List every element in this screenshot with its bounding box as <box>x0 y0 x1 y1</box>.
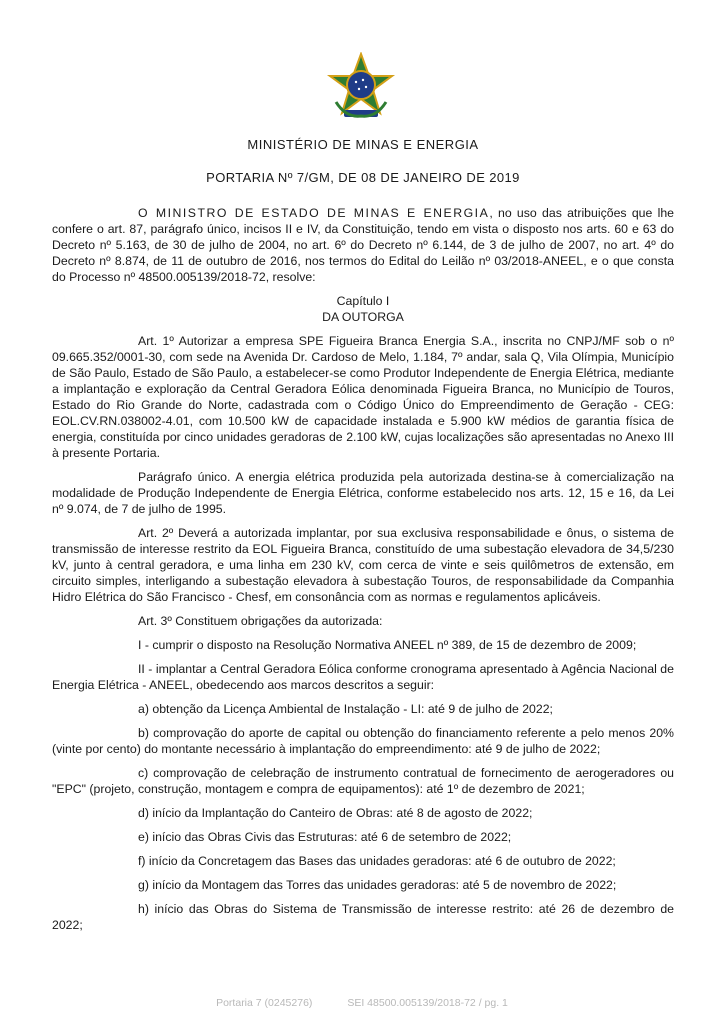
milestone-g: g) início da Montagem das Torres das unidades geradoras: até 5 de novembro de 2022; <box>138 878 617 892</box>
intro-paragraph <box>52 205 674 285</box>
item-ii: II - implantar a Central Geradora Eólica conforme cronograma apresentado à Agência Nacional de Energia Elétrica - ANEEL, obedecendo aos marcos descritos a seguir: <box>52 662 674 692</box>
page-footer <box>0 997 724 1009</box>
portaria-title: PORTARIA Nº 7/GM, DE 08 DE JANEIRO DE 2019 <box>206 170 520 185</box>
chapter-title: DA OUTORGA <box>322 310 404 324</box>
article-3: Art. 3º Constituem obrigações da autorizada: <box>138 614 383 628</box>
intro-text: , no uso das atribuições que lhe confere o art. 87, parágrafo único, incisos II e IV, da Constituição, tendo em vista o disposto nos arts. 60 e 63 do Decreto nº 5.163, de 30 de julho de 2004, no art. 6º do Decreto nº 6.144, de 3 de julho de 2007, no art. 4º do Decreto nº 8.874, de 11 de outubro de 2016, nos termos do Edital do Leilão nº 03/2018-ANEEL, e o que consta do Processo nº 48500.005139/2018-72, resolve: <box>52 206 675 284</box>
article-1-paragraph: Parágrafo único. A energia elétrica produzida pela autorizada destina-se à comercialização na modalidade de Produção Independente de Energia Elétrica, conforme estabelecido nos arts. 12, 15 e 16, da Lei nº 9.074, de 7 de julho de 1995. <box>52 470 674 516</box>
milestone-f: f) início da Concretagem das Bases das unidades geradoras: até 6 de outubro de 2022; <box>138 854 616 868</box>
milestone-d: d) início da Implantação do Canteiro de Obras: até 8 de agosto de 2022; <box>138 806 533 820</box>
brasao-republica-icon <box>326 52 396 122</box>
milestone-h: h) início das Obras do Sistema de Transmissão de interesse restrito: até 26 de dezembro de 2022; <box>52 902 674 932</box>
footer-sei-ref: SEI 48500.005139/2018-72 / pg. 1 <box>347 997 508 1009</box>
milestone-a: a) obtenção da Licença Ambiental de Instalação - LI: até 9 de julho de 2022; <box>138 702 553 716</box>
intro-lead: O MINISTRO DE ESTADO DE MINAS E ENERGIA <box>138 206 490 220</box>
item-i: I - cumprir o disposto na Resolução Normativa ANEEL nº 389, de 15 de dezembro de 2009; <box>138 638 637 652</box>
ministry-heading: MINISTÉRIO DE MINAS E ENERGIA <box>247 137 479 152</box>
footer-doc-ref: Portaria 7 (0245276) <box>216 997 313 1009</box>
article-1: Art. 1º Autorizar a empresa SPE Figueira Branca Energia S.A., inscrita no CNPJ/MF sob o nº 09.665.352/0001-30, com sede na Avenida Dr. Cardoso de Melo, 1.184, 7º andar, sala Q, Vila Olímpia, Município de São Paulo, Estado de São Paulo, a estabelecer-se como Produtor Independente de Energia Elétrica, mediante a implantação e exploração da Central Geradora Eólica denominada Figueira Branca, no Município de Touros, Estado do Rio Grande do Norte, cadastrada com o Código Único do Empreendimento de Geração - CEG: EOL.CV.RN.038002-4.01, com 10.500 kW de capacidade instalada e 5.900 kW médios de garantia física de energia, constituída por cinco unidades geradoras de 2.100 kW, cujas localizações são apresentadas no Anexo III à presente Portaria. <box>52 334 674 460</box>
milestone-b: b) comprovação do aporte de capital ou obtenção do financiamento referente a pelo menos 20% (vinte por cento) do montante necessário à implantação do empreendimento: até 9 de julho de 2022; <box>52 726 674 756</box>
milestone-c: c) comprovação de celebração de instrumento contratual de fornecimento de aerogeradores ou "EPC" (projeto, construção, montagem e compra de equipamentos): até 1º de dezembro de 2021; <box>52 766 674 796</box>
chapter-label: Capítulo I <box>336 294 390 308</box>
milestone-e: e) início das Obras Civis das Estruturas: até 6 de setembro de 2022; <box>138 830 512 844</box>
article-2: Art. 2º Deverá a autorizada implantar, por sua exclusiva responsabilidade e ônus, o sistema de transmissão de interesse restrito da EOL Figueira Branca, constituído de uma subestação elevadora de 34,5/230 kV, junto à central geradora, e uma linha em 230 kV, com cerca de vinte e seis quilômetros de extensão, em circuito simples, interligando a subestação elevadora à subestação Touros, de responsabilidade da Companhia Hidro Elétrica do São Francisco - Chesf, em consonância com as normas e regulamentos aplicáveis. <box>52 526 674 604</box>
document-body <box>52 205 674 941</box>
